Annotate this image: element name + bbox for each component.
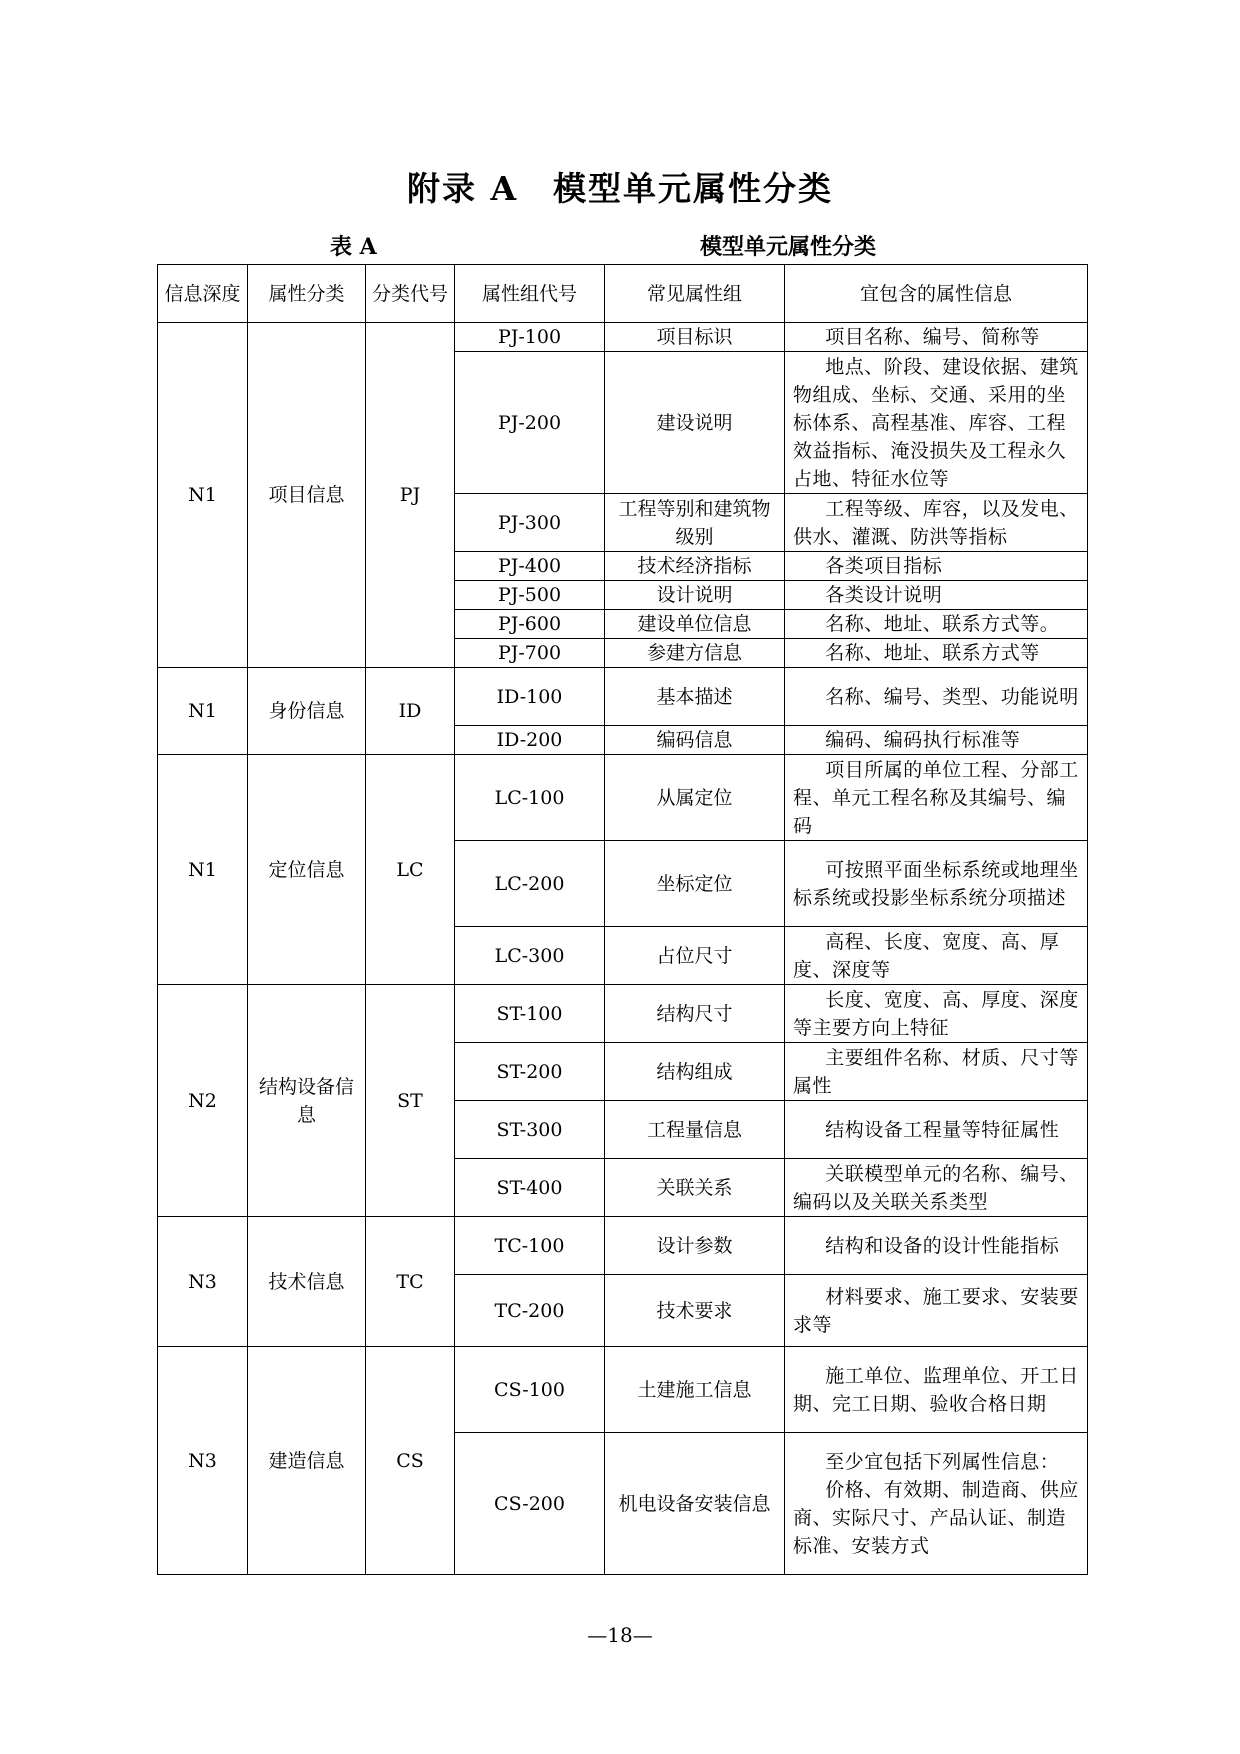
cell-attribute-info: 长度、宽度、高、厚度、深度等主要方向上特征 bbox=[785, 985, 1088, 1043]
table-row bbox=[158, 323, 1088, 352]
cell-group-code: PJ-600 bbox=[455, 610, 605, 639]
cell-group-name: 设计说明 bbox=[605, 581, 785, 610]
cell-info-depth: N3 bbox=[158, 1217, 248, 1347]
cell-group-code: ST-300 bbox=[455, 1101, 605, 1159]
cell-category-code: ID bbox=[366, 668, 455, 755]
cell-attribute-info: 名称、地址、联系方式等。 bbox=[785, 610, 1088, 639]
cell-attribute-info: 主要组件名称、材质、尺寸等属性 bbox=[785, 1043, 1088, 1101]
cell-attribute-info: 各类项目指标 bbox=[785, 552, 1088, 581]
cell-category-code: TC bbox=[366, 1217, 455, 1347]
cell-group-name: 结构组成 bbox=[605, 1043, 785, 1101]
cell-group-name: 基本描述 bbox=[605, 668, 785, 726]
cell-group-code: PJ-100 bbox=[455, 323, 605, 352]
cell-attribute-info: 项目名称、编号、简称等 bbox=[785, 323, 1088, 352]
cell-attribute-info: 名称、地址、联系方式等 bbox=[785, 639, 1088, 668]
cell-group-name: 设计参数 bbox=[605, 1217, 785, 1275]
header-attribute-info: 宜包含的属性信息 bbox=[785, 265, 1088, 323]
cell-attribute-category: 身份信息 bbox=[248, 668, 366, 755]
cell-group-name: 从属定位 bbox=[605, 755, 785, 841]
cell-group-code: TC-200 bbox=[455, 1275, 605, 1347]
cell-group-name: 土建施工信息 bbox=[605, 1347, 785, 1433]
cell-attribute-category: 定位信息 bbox=[248, 755, 366, 985]
table-row bbox=[158, 1347, 1088, 1433]
table-caption-label: 表 A bbox=[330, 234, 377, 260]
cell-text-line: 至少宜包括下列属性信息： bbox=[825, 1450, 1060, 1473]
cell-group-name: 编码信息 bbox=[605, 726, 785, 755]
cell-category-code: LC bbox=[366, 755, 455, 985]
cell-attribute-info: 结构和设备的设计性能指标 bbox=[785, 1217, 1088, 1275]
cell-group-code: CS-200 bbox=[455, 1433, 605, 1575]
cell-group-code: PJ-500 bbox=[455, 581, 605, 610]
table-row bbox=[158, 755, 1088, 841]
cell-attribute-info: 编码、编码执行标准等 bbox=[785, 726, 1088, 755]
cell-group-name: 坐标定位 bbox=[605, 841, 785, 927]
page-title: 附录 A 模型单元属性分类 bbox=[406, 169, 834, 208]
cell-group-name: 结构尺寸 bbox=[605, 985, 785, 1043]
cell-group-name: 技术经济指标 bbox=[605, 552, 785, 581]
cell-category-code: PJ bbox=[366, 323, 455, 668]
cell-attribute-info: 地点、阶段、建设依据、建筑物组成、坐标、交通、采用的坐标体系、高程基准、库容、工程效益指标、淹没损失及工程永久占地、特征水位等 bbox=[785, 352, 1088, 494]
cell-group-code: ST-200 bbox=[455, 1043, 605, 1101]
cell-group-code: PJ-300 bbox=[455, 494, 605, 552]
cell-group-name: 建设单位信息 bbox=[605, 610, 785, 639]
cell-attribute-info bbox=[785, 1433, 1088, 1575]
cell-info-depth: N2 bbox=[158, 985, 248, 1217]
cell-group-name: 机电设备安装信息 bbox=[605, 1433, 785, 1575]
cell-group-name: 工程等别和建筑物级别 bbox=[605, 494, 785, 552]
cell-attribute-info: 名称、编号、类型、功能说明 bbox=[785, 668, 1088, 726]
cell-group-code: TC-100 bbox=[455, 1217, 605, 1275]
table-row bbox=[158, 985, 1088, 1043]
cell-attribute-category: 结构设备信息 bbox=[248, 985, 366, 1217]
cell-attribute-info: 结构设备工程量等特征属性 bbox=[785, 1101, 1088, 1159]
cell-group-code: PJ-400 bbox=[455, 552, 605, 581]
cell-attribute-info: 材料要求、施工要求、安装要求等 bbox=[785, 1275, 1088, 1347]
cell-group-code: LC-300 bbox=[455, 927, 605, 985]
header-category-code: 分类代号 bbox=[366, 265, 455, 323]
cell-group-code: LC-100 bbox=[455, 755, 605, 841]
cell-attribute-info: 高程、长度、宽度、高、厚度、深度等 bbox=[785, 927, 1088, 985]
cell-attribute-info: 项目所属的单位工程、分部工程、单元工程名称及其编号、编码 bbox=[785, 755, 1088, 841]
cell-attribute-info: 可按照平面坐标系统或地理坐标系统或投影坐标系统分项描述 bbox=[785, 841, 1088, 927]
cell-info-depth: N1 bbox=[158, 323, 248, 668]
cell-attribute-info: 各类设计说明 bbox=[785, 581, 1088, 610]
header-common-group: 常见属性组 bbox=[605, 265, 785, 323]
cell-group-name: 参建方信息 bbox=[605, 639, 785, 668]
cell-group-code: ST-100 bbox=[455, 985, 605, 1043]
cell-group-name: 关联关系 bbox=[605, 1159, 785, 1217]
cell-group-code: PJ-200 bbox=[455, 352, 605, 494]
header-info-depth: 信息深度 bbox=[158, 265, 248, 323]
cell-attribute-info: 工程等级、库容，以及发电、供水、灌溉、防洪等指标 bbox=[785, 494, 1088, 552]
cell-group-code: ID-100 bbox=[455, 668, 605, 726]
cell-text-line: 价格、有效期、制造商、供应商、实际尺寸、产品认证、制造标准、安装方式 bbox=[793, 1478, 1079, 1557]
cell-group-name: 建设说明 bbox=[605, 352, 785, 494]
cell-category-code: CS bbox=[366, 1347, 455, 1575]
cell-attribute-category: 项目信息 bbox=[248, 323, 366, 668]
page-number: —18— bbox=[587, 1623, 653, 1647]
cell-group-code: ID-200 bbox=[455, 726, 605, 755]
cell-info-depth: N1 bbox=[158, 668, 248, 755]
attribute-table bbox=[157, 264, 1088, 1575]
table-caption-text: 模型单元属性分类 bbox=[700, 234, 877, 260]
cell-attribute-category: 技术信息 bbox=[248, 1217, 366, 1347]
cell-attribute-info: 施工单位、监理单位、开工日期、完工日期、验收合格日期 bbox=[785, 1347, 1088, 1433]
cell-group-name: 技术要求 bbox=[605, 1275, 785, 1347]
cell-category-code: ST bbox=[366, 985, 455, 1217]
table-header-row bbox=[158, 265, 1088, 323]
table-body bbox=[158, 323, 1088, 1575]
header-group-code: 属性组代号 bbox=[455, 265, 605, 323]
table-row bbox=[158, 1217, 1088, 1275]
cell-attribute-info: 关联模型单元的名称、编号、编码以及关联关系类型 bbox=[785, 1159, 1088, 1217]
cell-group-name: 项目标识 bbox=[605, 323, 785, 352]
cell-group-code: PJ-700 bbox=[455, 639, 605, 668]
cell-group-code: LC-200 bbox=[455, 841, 605, 927]
header-attribute-category: 属性分类 bbox=[248, 265, 366, 323]
cell-info-depth: N1 bbox=[158, 755, 248, 985]
cell-group-name: 工程量信息 bbox=[605, 1101, 785, 1159]
table-row bbox=[158, 668, 1088, 726]
cell-attribute-category: 建造信息 bbox=[248, 1347, 366, 1575]
cell-group-code: CS-100 bbox=[455, 1347, 605, 1433]
cell-group-name: 占位尺寸 bbox=[605, 927, 785, 985]
cell-group-code: ST-400 bbox=[455, 1159, 605, 1217]
cell-info-depth: N3 bbox=[158, 1347, 248, 1575]
